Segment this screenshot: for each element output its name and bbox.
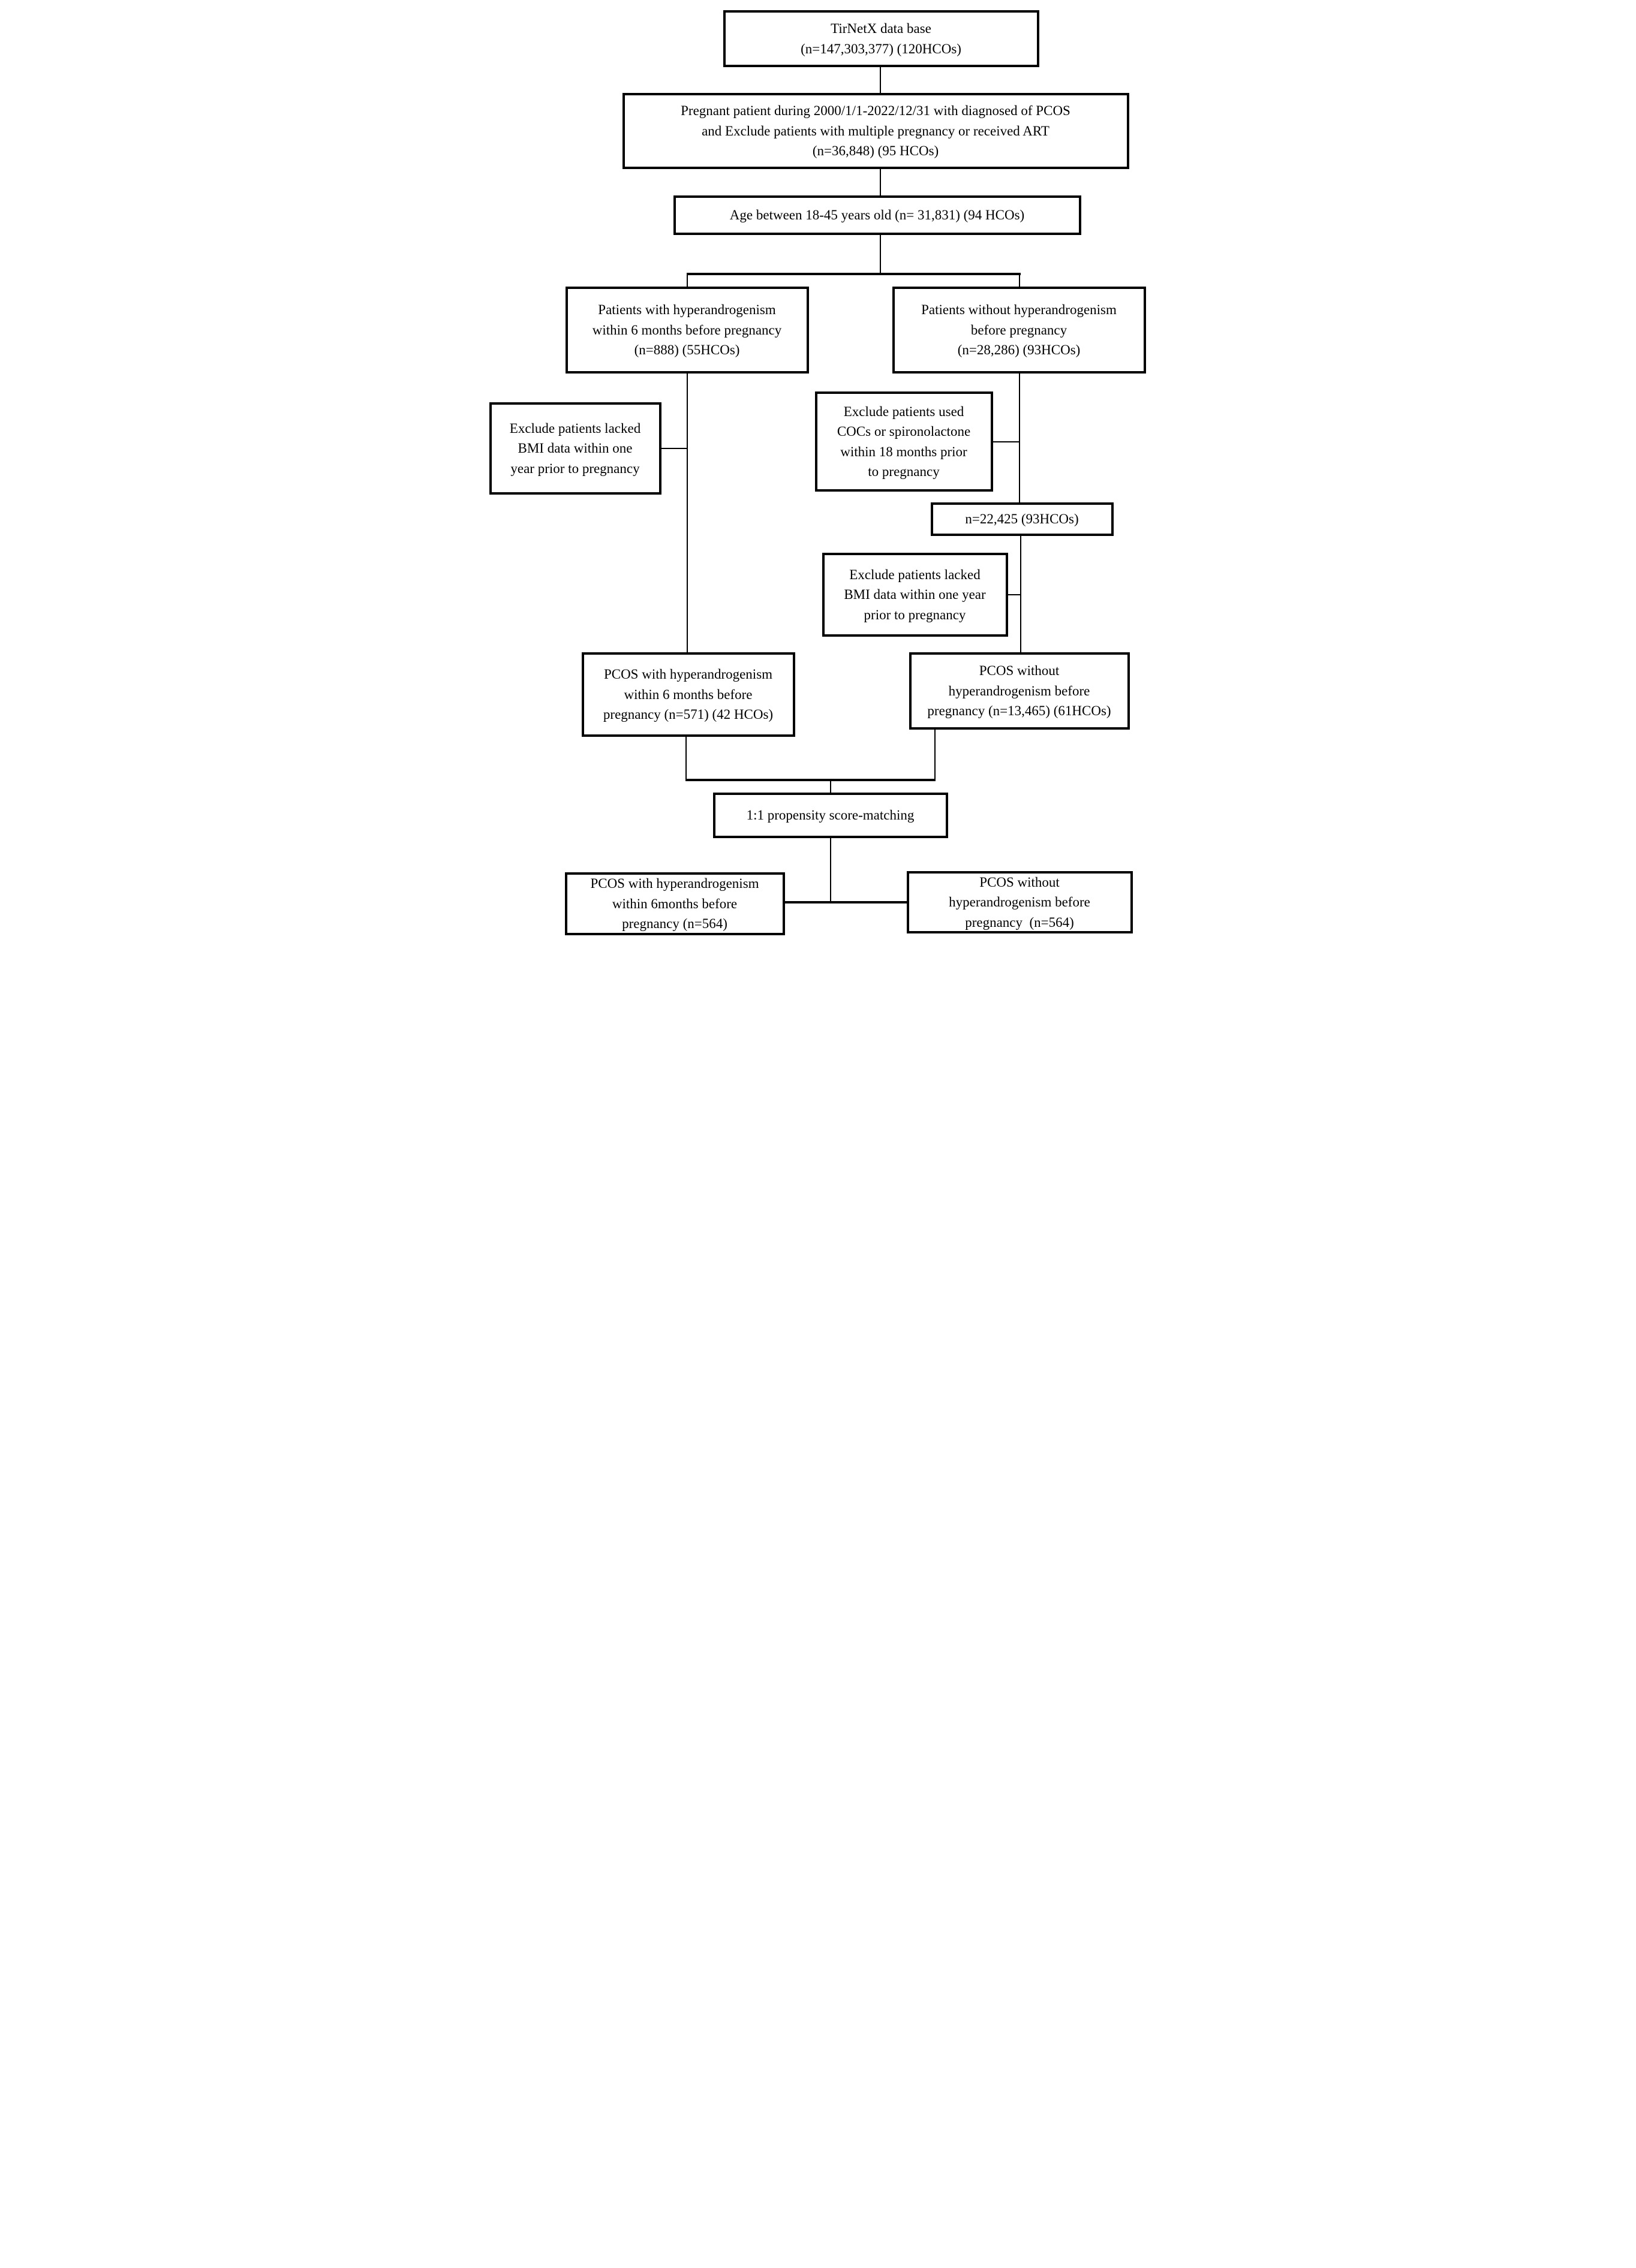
connector-psm-to-bottom-split (830, 838, 831, 903)
flow-box-text-line: pregnancy (n=571) (42 HCOs) (603, 707, 774, 722)
connector-merge-horizontal (685, 779, 936, 781)
flow-box-exclude-bmi-left (489, 402, 661, 495)
connector-right-spine-upper (1019, 373, 1020, 502)
flow-box-text-line: BMI data within one year (844, 587, 986, 603)
connector-merge-to-psm (830, 779, 831, 793)
flow-box-text-line: (n=888) (55HCOs) (634, 342, 740, 358)
connector-pcos-nohyper-to-merge (934, 729, 936, 781)
flow-box-pcos-with-hyperandrogenism (582, 652, 795, 737)
flow-box-text-line: COCs or spironolactone (837, 424, 971, 439)
flow-box-text-line: (n=36,848) (95 HCOs) (812, 143, 939, 159)
flow-box-tirnetx-database (723, 10, 1039, 67)
flow-box-text-line: to pregnancy (868, 463, 940, 479)
flow-box-text-line: hyperandrogenism before (949, 894, 1090, 910)
flow-box-propensity-score-matching (713, 793, 948, 838)
flow-box-text-line: pregnancy (n=564) (965, 914, 1074, 930)
flow-box-text-line: prior to pregnancy (864, 607, 966, 622)
connector-exclude-cocs-to-spine (993, 441, 1020, 442)
flow-box-text-line: before pregnancy (970, 322, 1067, 338)
flow-box-n22425 (931, 502, 1114, 536)
flow-box-text-line: (n=147,303,377) (120HCOs) (801, 41, 961, 56)
flow-box-text-line: Pregnant patient during 2000/1/1-2022/12/31 with diagnosed of PCOS (681, 103, 1070, 119)
flow-box-text-line: Exclude patients used (843, 403, 964, 419)
flow-box-text-line: PCOS without (979, 663, 1060, 679)
flow-box-without-hyperandrogenism (892, 287, 1146, 374)
flow-box-text-line: within 6months before (612, 896, 738, 911)
patient-selection-flowchart (477, 0, 1159, 945)
flow-box-text-line: within 18 months prior (840, 444, 967, 459)
connector-exclude-bmi-left-to-spine (661, 448, 687, 449)
flow-box-text-line: PCOS with hyperandrogenism (603, 667, 773, 682)
flow-box-text-line: Age between 18-45 years old (n= 31,831) (94 HCOs) (729, 207, 1025, 223)
flow-box-text-line: pregnancy (n=564) (622, 916, 727, 932)
flow-box-exclude-cocs (815, 391, 993, 492)
connector-split-horizontal (687, 273, 1021, 275)
flow-box-with-hyperandrogenism (566, 287, 809, 374)
flow-box-exclude-bmi-right (822, 553, 1008, 637)
connector-pregnant-to-age (880, 169, 881, 195)
connector-split-drop-right (1019, 273, 1020, 287)
flow-box-text-line: hyperandrogenism before (948, 683, 1090, 698)
flow-box-pcos-without-hyperandrogenism (909, 652, 1130, 730)
connector-age-to-split (880, 235, 881, 275)
flow-box-text-line: Exclude patients lacked (509, 420, 641, 436)
connector-tirnetx-to-pregnant (880, 67, 881, 94)
flow-box-text-line: Exclude patients lacked (849, 567, 981, 582)
flow-box-text-line: within 6 months before (624, 686, 753, 702)
flow-box-text-line: PCOS with hyperandrogenism (590, 876, 759, 891)
connector-exclude-bmi-right-to-spine (1008, 594, 1021, 595)
connector-split-drop-left (687, 273, 688, 287)
flow-box-text-line: Patients without hyperandrogenism (921, 302, 1117, 318)
flow-box-text-line: (n=28,286) (93HCOs) (957, 342, 1081, 358)
flow-box-age-range (673, 195, 1081, 235)
flow-box-text-line: BMI data within one (518, 441, 633, 456)
flow-box-final-with-hyperandrogenism (565, 872, 785, 935)
flow-box-text-line: 1:1 propensity score-matching (746, 808, 915, 823)
flow-box-text-line: and Exclude patients with multiple pregnancy or received ART (702, 123, 1049, 138)
flow-box-pregnant-pcos (622, 93, 1129, 169)
flow-box-final-without-hyperandrogenism (907, 871, 1133, 933)
flow-box-text-line: pregnancy (n=13,465) (61HCOs) (927, 703, 1111, 719)
flow-box-text-line: PCOS without (979, 874, 1060, 890)
flow-box-text-line: n=22,425 (93HCOs) (965, 511, 1079, 527)
connector-left-spine (687, 373, 688, 652)
flow-box-text-line: within 6 months before pregnancy (592, 322, 782, 338)
connector-pcos-hyper-to-merge (685, 736, 687, 781)
flow-box-text-line: year prior to pregnancy (510, 460, 640, 476)
connector-bottom-horizontal (785, 901, 907, 903)
flow-box-text-line: TirNetX data base (831, 21, 931, 37)
flow-box-text-line: Patients with hyperandrogenism (598, 302, 776, 318)
